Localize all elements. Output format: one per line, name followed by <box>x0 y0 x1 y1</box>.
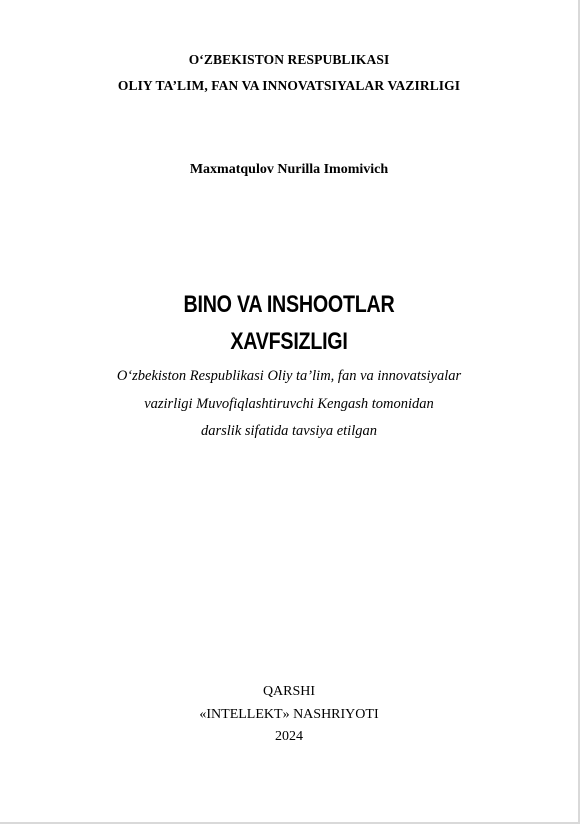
book-title-line-1: BINO VA INSHOOTLAR <box>183 291 395 318</box>
imprint-year: 2024 <box>275 729 303 744</box>
imprint-city: QARSHI <box>262 684 316 699</box>
approval-line-2: vazirligi Muvofiqlashtiruvchi Kengash tomonidan <box>144 396 434 412</box>
approval-line-1: O‘zbekiston Respublikasi Oliy ta’lim, fan va innovatsiyalar <box>116 368 462 384</box>
book-title-line-2: XAVFSIZLIGI <box>230 328 348 355</box>
imprint-publisher: «INTELLEKT» NASHRIYOTI <box>199 707 379 722</box>
author-name: Maxmatqulov Nurilla Imomivich <box>189 162 389 177</box>
approval-line-3: darslik sifatida tavsiya etilgan <box>200 423 377 439</box>
ministry-name: OLIY TA’LIM, FAN VA INNOVATSIYALAR VAZIRLIGI <box>117 78 461 93</box>
ministry-country: O‘ZBEKISTON RESPUBLIKASI <box>188 52 390 67</box>
